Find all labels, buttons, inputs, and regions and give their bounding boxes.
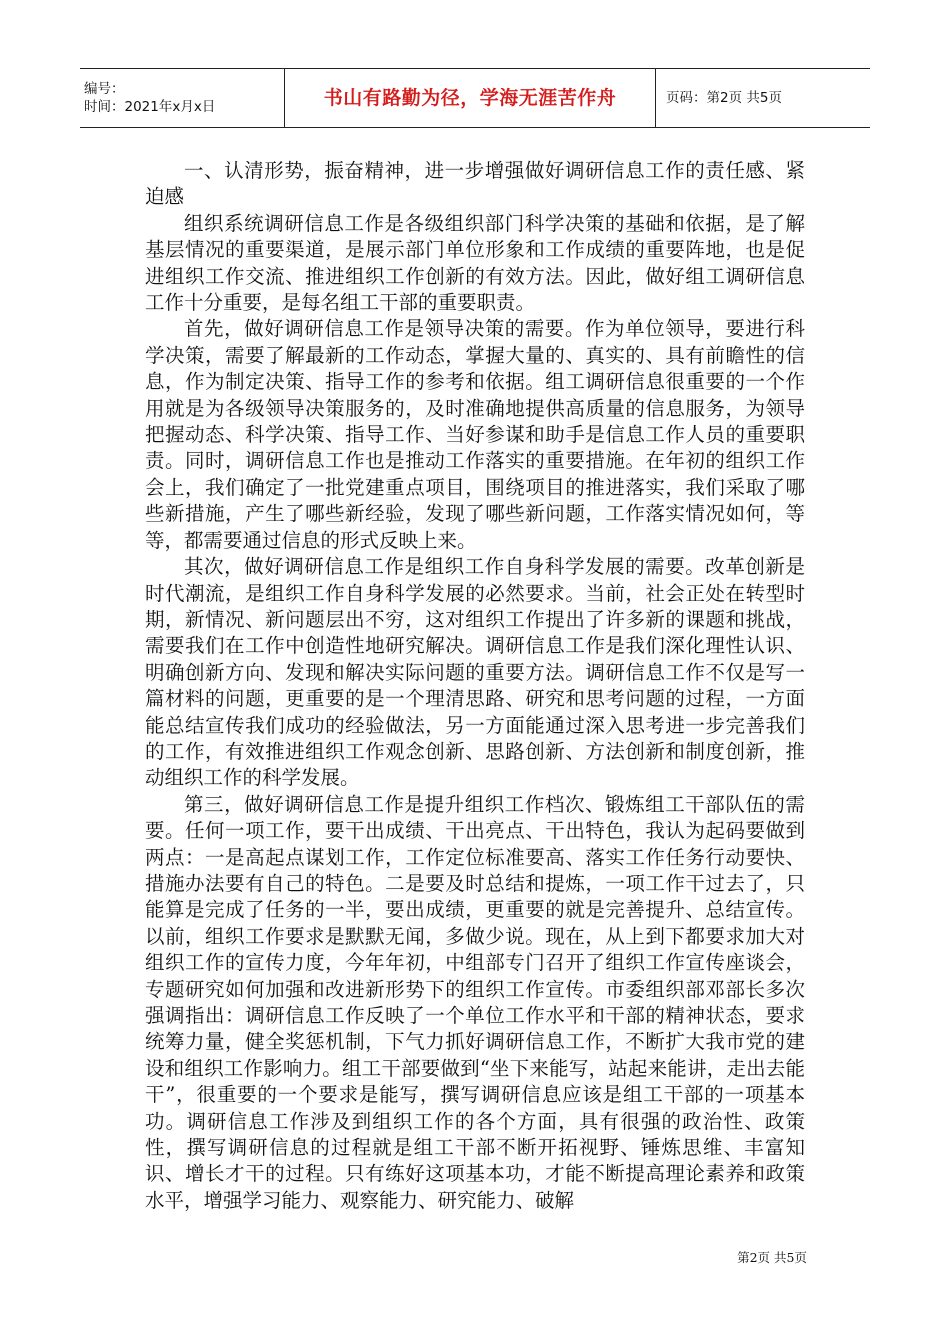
- body-paragraph: 组织系统调研信息工作是各级组织部门科学决策的基础和依据，是了解基层情况的重要渠道，是展示部门单位形象和工作成绩的重要阵地，也是促进组织工作交流、推进组织工作创新的有效方法。因此，做好组工调研信息工作十分重要，是每名组工干部的重要职责。: [145, 211, 805, 315]
- body-paragraph: 首先，做好调研信息工作是领导决策的需要。作为单位领导，要进行科学决策，需要了解最新的工作动态，掌握大量的、真实的、具有前瞻性的信息，作为制定决策、指导工作的参考和依据。组工调研信息很重要的一个作用就是为各级领导决策服务的，及时准确地提供高质量的信息服务，为领导把握动态、科学决策、指导工作、当好参谋和助手是信息工作人员的重要职责。同时，调研信息工作也是推动工作落实的重要措施。在年初的组织工作会上，我们确定了一批党建重点项目，围绕项目的推进落实，我们采取了哪些新措施，产生了哪些新经验，发现了哪些新问题，工作落实情况如何，等等，都需要通过信息的形式反映上来。: [145, 317, 805, 552]
- page-header: [80, 68, 870, 128]
- document-number-label: 编号：: [84, 81, 125, 97]
- page-footer: [737, 1248, 807, 1266]
- header-page-number: 页码：第2页 共5页: [666, 90, 782, 106]
- header-page-cell: [656, 69, 870, 127]
- header-motto-cell: [284, 69, 656, 127]
- section-heading: 一、认清形势，振奋精神，进一步增强做好调研信息工作的责任感、紧迫感: [145, 159, 805, 209]
- document-time-label: 时间：2021年x月x日: [84, 99, 216, 115]
- header-motto: 书山有路勤为径，学海无涯苦作舟: [323, 87, 617, 109]
- footer-page-number: 第2页 共5页: [737, 1250, 807, 1265]
- body-paragraph: 第三，做好调研信息工作是提升组织工作档次、锻炼组工干部队伍的需要。任何一项工作，要干出成绩、干出亮点、干出特色，我认为起码要做到两点：一是高起点谋划工作，工作定位标准要高、落实工作任务行动要快、措施办法要有自己的特色。二是要及时总结和提炼，一项工作干过去了，只能算是完成了任务的一半，要出成绩，更重要的就是完善提升、总结宣传。以前，组织工作要求是默默无闻，多做少说。现在，从上到下都要求加大对组织工作的宣传力度，今年年初，中组部专门召开了组织工作宣传座谈会，专题研究如何加强和改进新形势下的组织工作宣传。市委组织部邓部长多次强调指出：调研信息工作反映了一个单位工作水平和干部的精神状态，要求统筹力量，健全奖惩机制，下气力抓好调研信息工作，不断扩大我市党的建设和组织工作影响力。组工干部要做到“坐下来能写，站起来能讲，走出去能干”，很重要的一个要求是能写，撰写调研信息应该是组工干部的一项基本功。调研信息工作涉及到组织工作的各个方面，具有很强的政治性、政策性，撰写调研信息的过程就是组工干部不断开拓视野、锤炼思维、丰富知识、增长才干的过程。只有练好这项基本功，才能不断提高理论素养和政策水平，增强学习能力、观察能力、研究能力、破解: [145, 792, 805, 1212]
- document-body: [145, 158, 805, 1214]
- header-meta: [80, 69, 284, 127]
- body-paragraph: 其次，做好调研信息工作是组织工作自身科学发展的需要。改革创新是时代潮流，是组织工作自身科学发展的必然要求。当前，社会正处在转型时期，新情况、新问题层出不穷，这对组织工作提出了许多新的课题和挑战，需要我们在工作中创造性地研究解决。调研信息工作是我们深化理性认识、明确创新方向、发现和解决实际问题的重要方法。调研信息工作不仅是写一篇材料的问题，更重要的是一个理清思路、研究和思考问题的过程，一方面能总结宣传我们成功的经验做法，另一方面能通过深入思考进一步完善我们的工作，有效推进组织工作观念创新、思路创新、方法创新和制度创新，推动组织工作的科学发展。: [145, 555, 805, 790]
